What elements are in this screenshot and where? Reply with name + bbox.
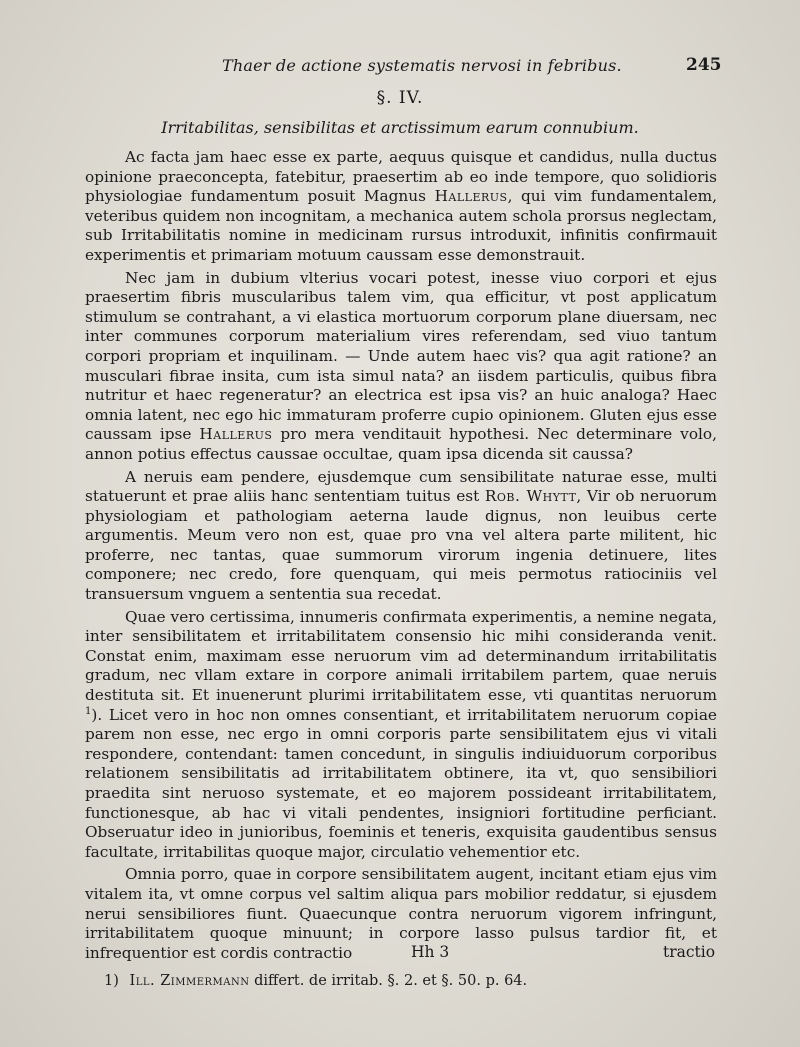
paragraph-1: Ac facta jam haec esse ex parte, aequus quisque et candidus, nulla ductus opinione praeconcepta, fatebitur, praesertim ab eo inde tempore, quo solidioris physiologiae fundamentum posuit Magnus Hallerus, qui vim fundamentalem, veteribus quidem non incognitam, a mechanica autem schola prorsus neglectam, sub Irritabilitatis nomine in medicinam rursus introduxit, infinitis confirmauit experimentis et primariam motuum caussam esse demonstrauit. <box>85 148 717 264</box>
footnote-reference: 1 <box>85 705 92 717</box>
paragraph-2: Nec jam in dubium vlterius vocari potest, inesse viuo corpori et ejus praesertim fibris muscularibus talem vim, qua efficitur, vt post applicatum stimulum se contrahant, a vi elastica mortuorum corporum plane diuersam, nec inter communes corporum materialium vires referendam, sed viuo tantum corpori propriam et inquilinam. — Unde autem haec vis? qua agit ratione? an musculari fibrae insita, cum ista simul nata? an iisdem particulis, quibus fibra nutritur et haec regeneratur? an electrica est ipsa vis? an huic analoga? Haec omnia latent, nec ego hic immaturam proferre cupio opinionem. Gluten ejus esse caussam ipse Hallerus pro mera venditauit hypothesi. Nec determinare volo, annon potius effectus caussae occultae, quam ipsa dicenda sit caussa? <box>85 268 717 463</box>
paragraph-5: Omnia porro, quae in corpore sensibilitatem augent, incitant etiam ejus vim vitalem ita, vt omne corpus vel saltim aliqua pars mobilior reddatur, si ejusdem nerui sensibiliores fiunt. Quaecunque contra neruorum vigorem infringunt, irritabilitatem quoque minuunt; in corpore lasso pulsus tardior fit, et infrequentior est cordis contractio <box>85 865 717 962</box>
section-number: §. IV. <box>376 88 424 108</box>
page-number: 245 <box>686 55 722 75</box>
author-name: Rob. Whytt <box>484 487 577 506</box>
paragraph-4: Quae vero certissima, innumeris confirmata experimentis, a nemine negata, inter sensibilitatem et irritabilitatem consensio hic mihi consideranda venit. Constat enim, maximam esse neruorum vim ad determinandum irritabilitatis gradum, nec vllam extare in corpore animali irritabilem partem, quae neruis destituta sit. Et inuenerunt plurimi irritabilitatem esse, vti quantitas neruorum $^1$). Licet vero in hoc non omnes consentiant, et irritabilitatem neruorum copiae parem non esse, nec ergo in omni corporis parte sensibilitatem ejus vi vitali respondere, contendant: tamen concedunt, in singulis indiuiduorum corporibus relationem sensibilitatis ad irritabilitatem obtinere, ita vt, quo sensibiliori praedita sint neruoso systemate, et eo majorem possideant irritabilitatem, functionesque, ab hac vi vitali pendentes, insigniori fortitudine perficiant. Obseruatur ideo in junioribus, foeminis et teneris, exquisita gaudentibus sensus facultate, irritabilitas quoque major, circulatio vehementior etc. <box>85 607 717 861</box>
author-name: Hallerus <box>199 425 273 444</box>
section-title: Irritabilitas, sensibilitas et arctissimum earum connubium. <box>161 118 639 137</box>
footnote-text: differt. de irritab. §. 2. et §. 50. p. 64. <box>249 973 528 989</box>
running-title: Thaer de actione systematis nervosi in febribus. <box>222 56 622 75</box>
body-text <box>85 148 717 966</box>
signature-line <box>0 943 800 965</box>
paragraph-3: A neruis eam pendere, ejusdemque cum sensibilitate naturae esse, multi statuerunt et prae aliis hanc sententiam tuitus est Rob. Whytt, Vir ob neruorum physiologiam et pathologiam aeterna laude dignus, non leuibus certe argumentis. Meum vero non est, quae pro vna vel altera parte militent, hic proferre, nec tantas, quae summorum virorum ingenia detinuere, lites componere; nec credo, fore quenquam, qui meis permotus ratiociniis vel transuersum vnguem a sententia sua recedat. <box>85 467 717 604</box>
footnote <box>104 973 704 989</box>
catchword: tractio <box>663 943 716 961</box>
running-head <box>0 52 800 82</box>
author-name: Hallerus <box>434 187 508 206</box>
footnote-marker: 1) <box>104 973 119 989</box>
signature-mark: Hh 3 <box>411 943 450 961</box>
footnote-author: Ill. Zimmermann <box>129 973 250 989</box>
